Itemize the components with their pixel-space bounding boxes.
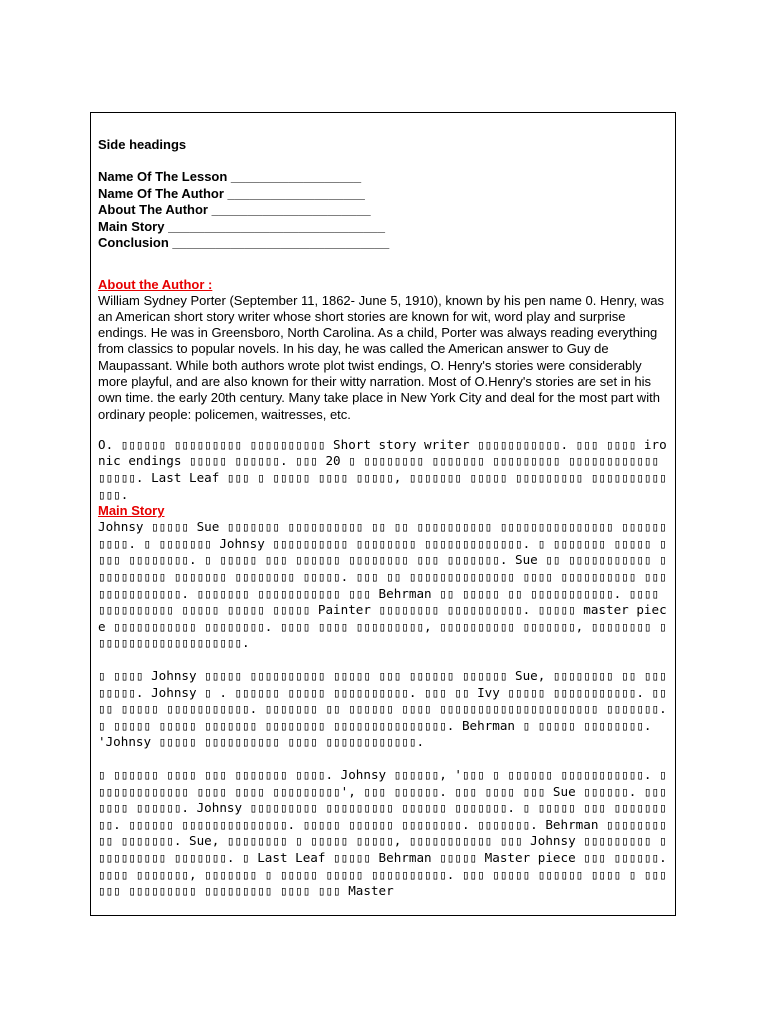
conclusion-field: Conclusion ______________________________	[98, 235, 390, 250]
lesson-name-field: Name Of The Lesson __________________	[98, 169, 362, 184]
document-page	[90, 112, 676, 916]
telugu-paragraph-story-3: ▯ ▯▯▯▯▯▯ ▯▯▯▯ ▯▯▯ ▯▯▯▯▯▯▯ ▯▯▯▯. Johnsy ▯▯▯▯▯▯, '▯▯▯ ▯ ▯▯▯▯▯▯ ▯▯▯▯▯▯▯▯▯▯▯. ▯▯▯▯▯▯▯▯▯▯▯▯▯ ▯▯▯▯ ▯▯▯▯ ▯▯▯▯▯▯▯▯▯', ▯▯▯ ▯▯▯▯▯▯. ▯▯▯ ▯▯▯▯ ▯▯▯ Sue ▯▯▯▯▯▯. ▯▯▯▯▯▯▯ ▯▯▯▯▯▯. Johnsy ▯▯▯▯▯▯▯▯▯ ▯▯▯▯▯▯▯▯▯ ▯▯▯▯▯▯ ▯▯▯▯▯▯▯. ▯ ▯▯▯▯▯ ▯▯▯ ▯▯▯▯▯▯▯▯▯. ▯▯▯▯▯▯ ▯▯▯▯▯▯▯▯▯▯▯▯▯▯. ▯▯▯▯▯ ▯▯▯▯▯▯ ▯▯▯▯▯▯▯▯. ▯▯▯▯▯▯▯. Behrman ▯▯▯▯▯▯▯▯▯▯ ▯▯▯▯▯▯▯. Sue, ▯▯▯▯▯▯▯▯ ▯ ▯▯▯▯▯ ▯▯▯▯▯, ▯▯▯▯▯▯▯▯▯▯▯ ▯▯▯ Johnsy ▯▯▯▯▯▯▯▯▯ ▯▯▯▯▯▯▯▯▯▯ ▯▯▯▯▯▯▯. ▯ Last Leaf ▯▯▯▯▯ Behrman ▯▯▯▯▯ Master piece ▯▯▯ ▯▯▯▯▯▯. ▯▯▯▯ ▯▯▯▯▯▯▯, ▯▯▯▯▯▯▯ ▯ ▯▯▯▯▯ ▯▯▯▯▯ ▯▯▯▯▯▯▯▯▯▯. ▯▯▯ ▯▯▯▯▯ ▯▯▯▯▯▯ ▯▯▯▯ ▯ ▯▯▯ ▯▯▯ ▯▯▯▯▯▯▯▯▯ ▯▯▯▯▯▯▯▯▯ ▯▯▯▯ ▯▯▯ Master	[98, 766, 675, 899]
telugu-paragraph-intro: O. ▯▯▯▯▯▯ ▯▯▯▯▯▯▯▯▯ ▯▯▯▯▯▯▯▯▯▯ Short story writer ▯▯▯▯▯▯▯▯▯▯▯. ▯▯▯ ▯▯▯▯ ironic endings ▯▯▯▯▯ ▯▯▯▯▯▯. ▯▯▯ 20 ▯ ▯▯▯▯▯▯▯▯ ▯▯▯▯▯▯▯ ▯▯▯▯▯▯▯▯▯ ▯▯▯▯▯▯▯▯▯▯▯▯ ▯▯▯▯▯. Last Leaf ▯▯▯ ▯ ▯▯▯▯▯ ▯▯▯▯ ▯▯▯▯▯, ▯▯▯▯▯▯▯ ▯▯▯▯▯ ▯▯▯▯▯▯▯▯▯ ▯▯▯▯▯▯▯▯▯▯▯▯▯.	[98, 436, 667, 502]
about-author-field: About The Author ______________________	[98, 202, 371, 217]
side-headings-title: Side headings	[98, 137, 187, 152]
about-author-paragraph: William Sydney Porter (September 11, 1862- June 5, 1910), known by his pen name 0. Henry, was an American short story writer whose short stories are known for wit, word play and surprise endings. He was in Greensboro, North Carolina. As a child, Porter was always reading everything from classics to popular novels. In his day, he was called the American answer to Guy de Maupassant. While both authors wrote plot twist endings, O. Henry's stories were considerably more playful, and are also known for their witty narration. Most of O.Henry's stories are set in his own time. the early 20th century. Many take place in New York City and deal for the most part with ordinary people: policemen, waitresses, etc.	[98, 292, 665, 422]
main-story-field: Main Story ______________________________	[98, 218, 385, 234]
page-content	[98, 137, 674, 900]
about-author-heading: About the Author :	[98, 276, 213, 292]
telugu-paragraph-story-1: Johnsy ▯▯▯▯▯ Sue ▯▯▯▯▯▯▯ ▯▯▯▯▯▯▯▯▯▯ ▯▯ ▯▯ ▯▯▯▯▯▯▯▯▯▯ ▯▯▯▯▯▯▯▯▯▯▯▯▯▯▯ ▯▯▯▯▯▯▯▯▯▯. ▯ ▯▯▯▯▯▯▯ Johnsy ▯▯▯▯▯▯▯▯▯▯ ▯▯▯▯▯▯▯▯ ▯▯▯▯▯▯▯▯▯▯▯▯▯. ▯ ▯▯▯▯▯▯▯ ▯▯▯▯▯ ▯▯▯▯ ▯▯▯▯▯▯▯▯. ▯ ▯▯▯▯▯ ▯▯▯ ▯▯▯▯▯▯ ▯▯▯▯▯▯▯▯ ▯▯▯ ▯▯▯▯▯▯▯. Sue ▯▯ ▯▯▯▯▯▯▯▯▯▯▯ ▯▯▯▯▯▯▯▯▯▯ ▯▯▯▯▯▯▯ ▯▯▯▯▯▯▯▯ ▯▯▯▯▯. ▯▯▯ ▯▯ ▯▯▯▯▯▯▯▯▯▯▯▯▯▯ ▯▯▯▯ ▯▯▯▯▯▯▯▯▯▯ ▯▯▯▯▯▯▯▯▯▯▯▯▯▯. ▯▯▯▯▯▯▯ ▯▯▯▯▯▯▯▯▯▯▯ ▯▯▯ Behrman ▯▯ ▯▯▯▯▯ ▯▯ ▯▯▯▯▯▯▯▯▯▯▯. ▯▯▯▯ ▯▯▯▯▯▯▯▯▯▯ ▯▯▯▯▯ ▯▯▯▯▯ ▯▯▯▯▯ Painter ▯▯▯▯▯▯▯▯ ▯▯▯▯▯▯▯▯▯▯. ▯▯▯▯▯ master piece ▯▯▯▯▯▯▯▯▯▯▯ ▯▯▯▯▯▯▯▯. ▯▯▯▯ ▯▯▯▯ ▯▯▯▯▯▯▯▯▯, ▯▯▯▯▯▯▯▯▯▯ ▯▯▯▯▯▯▯, ▯▯▯▯▯▯▯▯ ▯▯▯▯▯▯▯▯▯▯▯▯▯▯▯▯▯▯▯▯.	[98, 519, 667, 651]
main-story-heading: Main Story	[98, 503, 165, 519]
telugu-paragraph-story-2: ▯ ▯▯▯▯ Johnsy ▯▯▯▯▯ ▯▯▯▯▯▯▯▯▯▯ ▯▯▯▯▯ ▯▯▯ ▯▯▯▯▯▯ ▯▯▯▯▯▯ Sue, ▯▯▯▯▯▯▯▯ ▯▯ ▯▯▯▯▯▯▯▯. Johnsy ▯ . ▯▯▯▯▯▯ ▯▯▯▯▯ ▯▯▯▯▯▯▯▯▯▯. ▯▯▯ ▯▯ Ivy ▯▯▯▯▯ ▯▯▯▯▯▯▯▯▯▯▯. ▯▯▯▯ ▯▯▯▯▯ ▯▯▯▯▯▯▯▯▯▯▯. ▯▯▯▯▯▯▯ ▯▯ ▯▯▯▯▯▯ ▯▯▯▯ ▯▯▯▯▯▯▯▯▯▯▯▯▯▯▯▯▯▯▯▯▯ ▯▯▯▯▯▯▯. ▯ ▯▯▯▯▯ ▯▯▯▯▯ ▯▯▯▯▯▯▯ ▯▯▯▯▯▯▯▯ ▯▯▯▯▯▯▯▯▯▯▯▯▯▯▯. Behrman ▯ ▯▯▯▯▯ ▯▯▯▯▯▯▯▯. 'Johnsy ▯▯▯▯▯ ▯▯▯▯▯▯▯▯▯▯ ▯▯▯▯ ▯▯▯▯▯▯▯▯▯▯▯▯.	[98, 668, 675, 750]
author-name-field: Name Of The Author ___________________	[98, 185, 365, 201]
